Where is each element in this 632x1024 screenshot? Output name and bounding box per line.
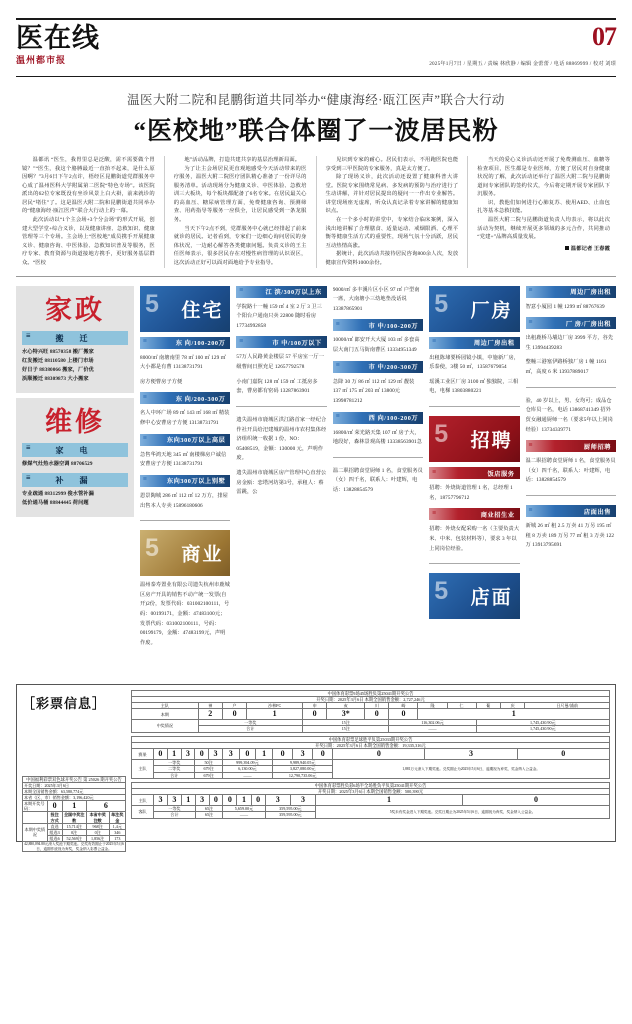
cell: 6,130.00元 xyxy=(222,766,272,772)
ad-item[interactable]: 好日子 88380066 搬家，厂价优 xyxy=(22,367,94,374)
row-label: 赛果 xyxy=(132,749,154,760)
row-label: 主队 xyxy=(132,795,154,806)
divider xyxy=(333,457,423,458)
result: 0 xyxy=(389,709,418,720)
lottery-welfare-block xyxy=(22,690,126,851)
cell: 359,595.00元 xyxy=(265,812,315,818)
result: 1 xyxy=(237,795,251,806)
article-column: 地”活动品牌，打造共建共享的基层治理新局面。 为了让主会场居民更直观地感受今天活动带来的医疗服务，温医大附二院医疗团队精心准备了一份详尽的服务清单。活动现场分为健康义诊、中医体验、急救培训三大板块，每个板块都配备了6名专家。在居民最关心的高血压、糖尿病管理方面，免费健康咨询、预测筛查、用药指导等服务一应俱全，让居民感受到一条龙服务。 当天下午2点不到，党群服务中心就已经排起了前来就诊的居民。记者看到，专家们一边细心询问居民的身体状况，一边耐心解答各类健康问题。负责义诊的王主任医师表示，很多居民存在对慢性病管理的认识误区，这次活动正好可以面对面地给予专业指导。 xyxy=(164,156,307,268)
ad-item[interactable]: 急降 30 万 86 ㎡ 112 ㎡ 129 ㎡ 靓装 137 ㎡ 175 ㎡ 203 ㎡ 13800元 13998781212 xyxy=(332,378,415,404)
ad-item[interactable]: 温州泰寿置业有限公司遗失杭州市鹿城区房产开具的销售不动产统一发票(自开)2份，发票代码：031002100111，号码：00199171，金额：47483100元；发票代码：031002100111，号码：00199179，金额：47483199元，声明作废。 xyxy=(140,582,230,646)
cell: 直选 xyxy=(47,823,62,829)
category-residential[interactable] xyxy=(140,286,230,332)
team: 崎 xyxy=(389,703,418,709)
team: 川 xyxy=(365,703,389,709)
cell: 一等奖 xyxy=(154,806,196,812)
row-label: 客队 xyxy=(132,806,154,818)
col-header: 投注方式 xyxy=(47,812,62,823)
divider xyxy=(429,563,519,564)
team: 隆 xyxy=(418,703,447,709)
draw-number: 0 xyxy=(47,801,62,812)
subcategory-bar[interactable]: ≡ 厂 房/厂房出租 xyxy=(526,317,616,329)
lottery-information xyxy=(16,684,616,851)
subcategory-bar[interactable]: ≡ 饭店服务 xyxy=(429,467,519,479)
subcategory-bar[interactable]: ≡ 东 向/200-300万 xyxy=(140,392,230,404)
article-body xyxy=(16,156,616,277)
cell: 12,790,735.06元 xyxy=(273,772,333,778)
result: 0 xyxy=(251,795,265,806)
classified-column-rentals xyxy=(526,286,616,676)
cell: 组选3 xyxy=(47,829,62,835)
subcategory-bar[interactable]: ≡ 市 中/100-200万 xyxy=(333,319,423,331)
lottery-subheading: 开奖日期：2025年3月6日 本期全国销售金额：19,335,316元 xyxy=(132,742,610,748)
row-label: 本期 xyxy=(132,709,199,720)
ad-item[interactable]: 瑶溪工业区厂房 3100 ㎡ 独独院，三相电，电梯 13803880221 xyxy=(429,378,519,395)
divider xyxy=(236,406,326,407)
cell: 1,745,430.90元 xyxy=(476,720,609,726)
row-label: 本期中奖情况 xyxy=(23,823,48,841)
cell: 0注 xyxy=(86,829,109,835)
subcategory-bar[interactable]: ≡ 东向300万以上别墅 xyxy=(140,475,230,487)
result: 3 xyxy=(425,749,517,760)
cell: 二等奖 xyxy=(154,766,195,772)
category-title: 店面 xyxy=(470,587,513,609)
result: 2 xyxy=(198,709,222,720)
team: 日尺曼/浦前 xyxy=(525,703,610,709)
ad-item[interactable]: 10000/㎡ 郎安开大大厦 103 ㎡ 多套高层大南门五马街南曹区 13334951349 xyxy=(332,337,420,354)
cell: —— xyxy=(222,772,272,778)
ad-item[interactable]: 遗失温州市鹿城区洪江路首家一经纪合作社开具给汜建城的温州市农村集体经济组织统一收据 1 份，NO：05408519，金额：130000 元，声明作废。 xyxy=(236,416,327,462)
cell: 5,659.00元 xyxy=(223,806,265,812)
cell: 50注 xyxy=(195,760,223,766)
ad-item[interactable]: 智意小厦园 1 幢 1299 ㎡ 88767639 xyxy=(525,303,605,310)
cell: 1,745,430.90元 xyxy=(476,726,609,732)
team: 仁 xyxy=(447,703,476,709)
cell: 116,302.06元 xyxy=(389,720,476,726)
cell: 679注 xyxy=(195,772,223,778)
cell: 52,569注 xyxy=(62,835,86,841)
ad-item[interactable]: 整幢三港塞伊路桥独厂房 1 幢 1161 ㎡，高度 6 米 13937889017 xyxy=(525,359,607,376)
result: 3 xyxy=(181,749,195,760)
masthead xyxy=(16,18,616,72)
ad-item[interactable]: 新城 26 ㎡ 租 2.5 万卖 41 万另 195 ㎡ 租 8 万卖 189 万另 77 ㎡ 租 3 万卖 122 万 13913795691 xyxy=(525,523,615,549)
col-header xyxy=(23,812,48,823)
ad-item[interactable]: 16800/㎡ 荣光路天集 107 ㎡ 房子大，地段好，森林景观高楼 13338563901急 xyxy=(332,429,423,446)
classified-column-market xyxy=(333,286,423,676)
result: 3 xyxy=(290,795,315,806)
subcategory-bar[interactable]: ≡ 东 向/100-200万 xyxy=(140,337,230,349)
lottery-note: 5奖未有奖金进入下期奖池。兑奖日期止为2025年5月6日，逾期视为弃奖，奖金纳入公益金。 xyxy=(316,806,610,818)
draw-number: 1 xyxy=(62,801,86,812)
subcategory-bar[interactable]: ≡ 周边厂房出租 xyxy=(526,286,616,298)
article-column: 见识到专家的耐心。居民们表示，不用跑医院也能享受到三甲医院的专家服务，真是太方便了。 除了现场义诊，此次活动还设置了健康科普大讲堂。医院专家围绕常见病、多发病的预防与治疗进行了生动讲解，并针对居民提出的疑问一一作出专业解答。讲堂现场座无虚席，听众认真记录着专家讲解的健康知识点。 在一个多小时的讲堂中，专家结合临床案例，深入浅出地讲解了合理膳食、适量运动、戒烟限酒、心理平衡等健康生活方式的重要性，现场气氛十分活跃，居民互动热情高涨。 据统计，此次活动共接待居民咨询800余人次，发放健康宣传资料1000余份。 xyxy=(316,156,459,268)
ad-item[interactable]: 恩景陶城 286 ㎡ 112 ㎡ 12 万方，排屋出售本人专卖 15896180606 xyxy=(140,492,228,509)
category-commercial[interactable] xyxy=(140,530,230,576)
subcategory-bar[interactable]: ≡ 市 中/200-300万 xyxy=(333,361,423,373)
cell: 173 xyxy=(109,835,125,841)
category-factory[interactable] xyxy=(429,286,519,332)
category-title: 住宅 xyxy=(181,300,224,322)
lottery-heading: 中国福利彩票双色球开奖公告 第 25026 期开奖公告 xyxy=(23,776,126,782)
result: 3 xyxy=(167,795,181,806)
lottery-sports-b-table xyxy=(131,736,610,779)
result: 0 xyxy=(223,795,237,806)
cell: 一等奖 xyxy=(154,760,195,766)
lottery-sports-blocks xyxy=(131,690,610,836)
category-title: 招聘 xyxy=(470,430,513,452)
category-title: 维修 xyxy=(45,406,105,437)
result: 0 xyxy=(462,795,609,806)
ad-item[interactable]: 专业疏通 88312999 俊水管补漏 xyxy=(22,491,94,498)
result: 3 xyxy=(265,795,290,806)
table-row xyxy=(132,709,610,720)
row-label: 主队 xyxy=(132,703,199,709)
lottery-note: 1,881万元滚入下期奖池。兑奖期止为2025年5月6日，逾期视为弃奖，奖金纳入公益金。 xyxy=(333,760,610,778)
lottery-heading: 中国体育彩票9场45场胜负第25041期开奖公告 xyxy=(132,690,610,696)
ad-item[interactable]: 验，40 岁以上，男、女均可；成品仓仓库员一名，电话 13868741349 招外贸女融通厨师一名（要求5年以上同岗经验）13734339771 xyxy=(525,397,613,433)
ad-item[interactable]: 修煤气灶热水器空调 88706529 xyxy=(22,461,93,468)
result: 3 xyxy=(195,795,209,806)
category-repair[interactable] xyxy=(16,398,134,517)
result: 0 xyxy=(302,709,326,720)
bullet-square-icon xyxy=(565,246,569,250)
team: 庆 xyxy=(500,703,524,709)
divider xyxy=(526,495,616,496)
logo-mark-icon: 5 xyxy=(434,420,449,449)
result: 0 xyxy=(195,749,209,760)
result: 3 xyxy=(209,749,223,760)
category-storefront[interactable] xyxy=(429,573,519,619)
category-housekeeping[interactable] xyxy=(16,286,134,393)
draw-number: 6 xyxy=(86,801,125,812)
ad-item[interactable]: 急售华鸿天地 345 ㎡ 南楼梯房户诚信安曹房子方便 13138731791 xyxy=(140,451,227,468)
logo-mark-icon: 5 xyxy=(434,577,449,606)
cell: 9,989,940.05元 xyxy=(273,760,333,766)
ad-item[interactable]: 房方便曹房子方便 xyxy=(140,378,183,385)
cell: 65注 xyxy=(195,812,223,818)
section-title: 医在线 xyxy=(16,23,100,53)
team: 神 xyxy=(198,703,222,709)
row-label: 主队 xyxy=(132,760,154,778)
subcategory-bar[interactable]: ≡ 市 中/100万以下 xyxy=(236,336,326,348)
subcategory-bar[interactable]: ≡ 补 漏 xyxy=(22,473,128,487)
divider xyxy=(140,520,230,521)
result: 3* xyxy=(327,709,365,720)
lottery-sports-c-table xyxy=(131,782,610,819)
classified-column-services xyxy=(16,286,134,676)
cell: 999,394.09元 xyxy=(222,760,272,766)
result: 1 xyxy=(316,795,463,806)
cell: 65注 xyxy=(195,806,223,812)
lottery-welfare-table xyxy=(22,776,126,853)
lottery-sports-a-table xyxy=(131,690,610,733)
ad-item[interactable]: 小南门嘉院 128 ㎡ 159 ㎡ 工抵房多套，曹房都有密码 13287863901 xyxy=(236,378,318,395)
result: 0 xyxy=(273,749,293,760)
ad-item[interactable]: 低价通马桶 88844445 荷问题 xyxy=(22,500,89,507)
ad-item[interactable]: 红发搬迁 88110580 上楼门市场 xyxy=(22,358,94,365)
lottery-heading: 中国体育彩票胜负彩6场半全场胜负平负第25041期开奖公告 xyxy=(132,782,610,788)
paper-name: 温州都市报 xyxy=(16,55,67,66)
lottery-line: 本省（区、市）销售金额：3,196,420元 xyxy=(23,795,126,801)
team: 亥 xyxy=(327,703,365,709)
page-number: 07 xyxy=(592,22,616,51)
result: 0 xyxy=(209,795,223,806)
cell: 1,856注 xyxy=(86,835,109,841)
category-recruitment[interactable] xyxy=(429,416,519,462)
result: 0 xyxy=(239,749,256,760)
lottery-subheading: 开奖日期：2025年3月6日 本期全国销售金额：500,390元 xyxy=(132,788,610,794)
ad-item[interactable]: 水心特兴旺 88570358 搬厂搬家 xyxy=(22,349,94,356)
ad-item[interactable]: 出租鹿桥马墙边厂房 3999 平方，谷先生 13994439283 xyxy=(525,335,614,351)
subcategory-bar[interactable]: ≡ 搬 迁 xyxy=(22,331,128,345)
lottery-line: 开奖日期：2025年3月6日 xyxy=(23,782,126,788)
table-row xyxy=(132,726,610,732)
lottery-line: 本期全国销售金额：63,580,774元 xyxy=(23,788,126,794)
row-label: 中奖情况 xyxy=(132,720,199,732)
cell: 3,827,080.00元 xyxy=(273,766,333,772)
subcategory-bar[interactable]: ≡ 西 向/100-200万 xyxy=(333,412,423,424)
cell: 346 xyxy=(109,829,125,835)
subcategory-bar[interactable]: ≡ 东向300万以上高层 xyxy=(140,434,230,446)
cell: —— xyxy=(223,812,265,818)
cell: 679注 xyxy=(195,766,223,772)
cell: 15,714注 xyxy=(62,823,86,829)
ad-item[interactable]: 招聘：外烧街道管理 1 名，总经理 1 名，18757796712 xyxy=(429,485,513,501)
lottery-title: ［彩票信息］ xyxy=(22,695,107,711)
subcategory-bar[interactable]: ≡ 厨师招聘 xyxy=(526,440,616,452)
cell: 组选6 xyxy=(47,835,62,841)
subcategory-bar[interactable]: ≡ 周边厂房出租 xyxy=(429,337,519,349)
cell: 968注 xyxy=(86,823,109,829)
ad-item[interactable]: 8000/㎡ 南塘南里 78 ㎡ 100 ㎡ 129 ㎡ 大小都是有曹 13138731791 xyxy=(140,354,226,371)
category-title: 家政 xyxy=(45,294,105,325)
ad-item[interactable]: 浜顺搬迁 88309873 大小搬家 xyxy=(22,376,89,383)
ad-item[interactable]: 学院路十一幢 159 ㎡ 4 室 2 厅 3 卫三个阳台户通南只卖 22800 随时看房 17734992858 xyxy=(236,303,322,329)
subcategory-bar[interactable]: ≡ 店面出售 xyxy=(526,505,616,517)
team: 申 xyxy=(302,703,326,709)
team: 户 xyxy=(222,703,246,709)
divider xyxy=(429,406,519,407)
cell: 15注 xyxy=(302,726,389,732)
ad-item[interactable]: 遗失温州市鹿城区房产管理中心直营公房金瓯：恋塔河坊第3号，承租人：蔡雷跳，公 xyxy=(236,470,327,496)
team: 葡 xyxy=(476,703,500,709)
cell: 合计 xyxy=(154,812,196,818)
cell: 合计 xyxy=(154,772,195,778)
result: 1 xyxy=(167,749,181,760)
lottery-heading: 中国体育彩票足球胜平负第25033期开奖公告 xyxy=(132,736,610,742)
ad-item[interactable]: 9000/㎡ 多丰溪片区小区 97 ㎡ 户型南一席，大南塘小三幼地垫没话说 13387865901 xyxy=(332,286,420,312)
classified-ads xyxy=(16,286,616,676)
table-row xyxy=(132,749,610,760)
ad-item[interactable]: 出租陈埭要桥园镜小镇，中施新厂房，乐泰使，3楼 50 ㎡，13587679054 xyxy=(429,354,520,371)
draw-label: 本期开奖号码： xyxy=(23,801,48,812)
cell: —— xyxy=(389,726,476,732)
ad-item[interactable]: 57万人民路黄金楼层 57 平房室一厅一级曹间日照充足 12657792578 xyxy=(236,354,325,371)
lottery-subheading: 开奖日期：2025年3月6日 本期全国销售金额：2,727,246元 xyxy=(132,696,610,702)
lottery-footnote: 42,880,094.80元滚入奖池下期奖池。兑奖有效期止于2025年5月6日，逾期作废视为弃奖，奖金纳入彩票公益金。 xyxy=(24,841,124,851)
result: 1 xyxy=(418,709,610,720)
result: 0 xyxy=(333,749,425,760)
result: 3 xyxy=(222,749,239,760)
result: 0 xyxy=(365,709,389,720)
result: 1 xyxy=(247,709,303,720)
subcategory-bar[interactable]: ≡ 商业招生业 xyxy=(429,508,519,520)
classified-column-listings xyxy=(236,286,326,676)
category-title: 商业 xyxy=(181,544,224,566)
col-header: 单注奖金 xyxy=(109,812,125,823)
cell: 一等奖 xyxy=(198,720,302,726)
cell: 15注 xyxy=(302,720,389,726)
shoulder-headline: 温医大附二院和昆鹏街道共同举办“健康海经·瓯江医声”联合大行动 xyxy=(127,93,505,107)
result: 1 xyxy=(256,749,273,760)
result: 3 xyxy=(293,749,313,760)
table-row xyxy=(132,795,610,806)
subcategory-bar[interactable]: ≡ 家 电 xyxy=(22,443,128,457)
col-header: 全国中奖注数 xyxy=(63,812,85,823)
logo-mark-icon: 5 xyxy=(145,534,159,563)
divider xyxy=(526,387,616,388)
cell: 0注 xyxy=(62,829,86,835)
cell: 1,4元 xyxy=(109,823,125,829)
result: 0 xyxy=(154,749,168,760)
article-column: 当天的爱心义诊活动还开展了免费测血压、血糖等检查项目，医生都是专业医师，方便了居民对自身健康状况的了解，此次活动还举行了温医大附二院与昆鹏街道间专家团队的签约仪式，今后将定期开展专家团队下沉服务。 识，教他们如何进行心肺复苏、使用AED、止血包扎等基本急救技能。 温医大附二院与昆鹏街道负责人均表示，将以此次活动为契机，继续开展更多领域的多元合作，共同推动“党建+”品牌高质量发展。 温都记者 王春霞 xyxy=(467,156,610,268)
ad-item[interactable]: 温二职招聘食堂厨师 1 名，食堂服务员（女）四千名，联系人：叶建辉，电话：13828854579 xyxy=(525,458,616,484)
article-byline: 温都记者 王春霞 xyxy=(477,245,610,254)
result: 0 xyxy=(313,749,333,760)
ad-item[interactable]: 招聘：外烧女配采购一名（主要负责大米、中米、包装材料等），要求 3 年以上同岗位经验。 xyxy=(429,526,520,552)
article-column: 温都讯 “医生，我胃里总是泛酸，需不需要做个胃镜？”“医生，我这个胳膊最近一直抬不起来，是什么原因啊？”3月6日下午2点许，梧经区昆鹏街道党群服务中心成了温州医科大学附属第二医院“特色专场”。该医院派出的62位专家既没有坐诊风景上白大褂，前来就诊的居民“堵住”了。这是温医大附二院和昆鹏街道共同举办的“健康海经·瓯江医声”联合大行动上的一幕。 此次活动以“1个主会场+3个分会场”的形式开展，创建大型学堂+综合义诊，以及健康讲座、急救知识、健康管理等三个专场。主会场上“医校地”成员携手开展健康义诊、健康咨询、中医体验、急救知识普及等服务，医疗专家、教育资源与街道接地方携手，更好服务基层群众。“医校 xyxy=(22,157,155,266)
category-title: 厂房 xyxy=(470,300,513,322)
classified-column-industrial xyxy=(429,286,519,676)
result: 3 xyxy=(154,795,168,806)
cell: 359,595.00元 xyxy=(265,806,315,812)
col-header: 本省中奖注数 xyxy=(86,812,109,823)
masthead-rule xyxy=(16,76,616,77)
logo-mark-icon: 5 xyxy=(145,289,159,318)
result: 1 xyxy=(181,795,195,806)
result: 0 xyxy=(222,709,246,720)
team: 沙林FC xyxy=(247,703,303,709)
ad-item[interactable]: 温二职招聘食堂厨师 1 名，食堂服务员（女）四千名，联系人：叶建辉，电话：13828854579 xyxy=(332,467,423,494)
subcategory-bar[interactable]: ≡ 江 滨/300万以上东 xyxy=(236,286,326,298)
classified-column-residential xyxy=(140,286,230,676)
logo-mark-icon: 5 xyxy=(434,289,449,318)
main-headline: “医校地”联合体圈了一波居民粉 xyxy=(133,118,499,145)
ad-item[interactable]: 名人中环广场 89 ㎡ 143 ㎡ 168 ㎡ 精装修中心安曹房子方便 13138731791 xyxy=(140,410,230,427)
masthead-meta: 2025年1月7日 / 星期五 / 责编 林欣静 / 编辑 金蕾蕾 / 电话 88869999 / 校对 刘璟 xyxy=(429,61,616,67)
result: 0 xyxy=(517,749,609,760)
cell: 合计 xyxy=(198,726,302,732)
